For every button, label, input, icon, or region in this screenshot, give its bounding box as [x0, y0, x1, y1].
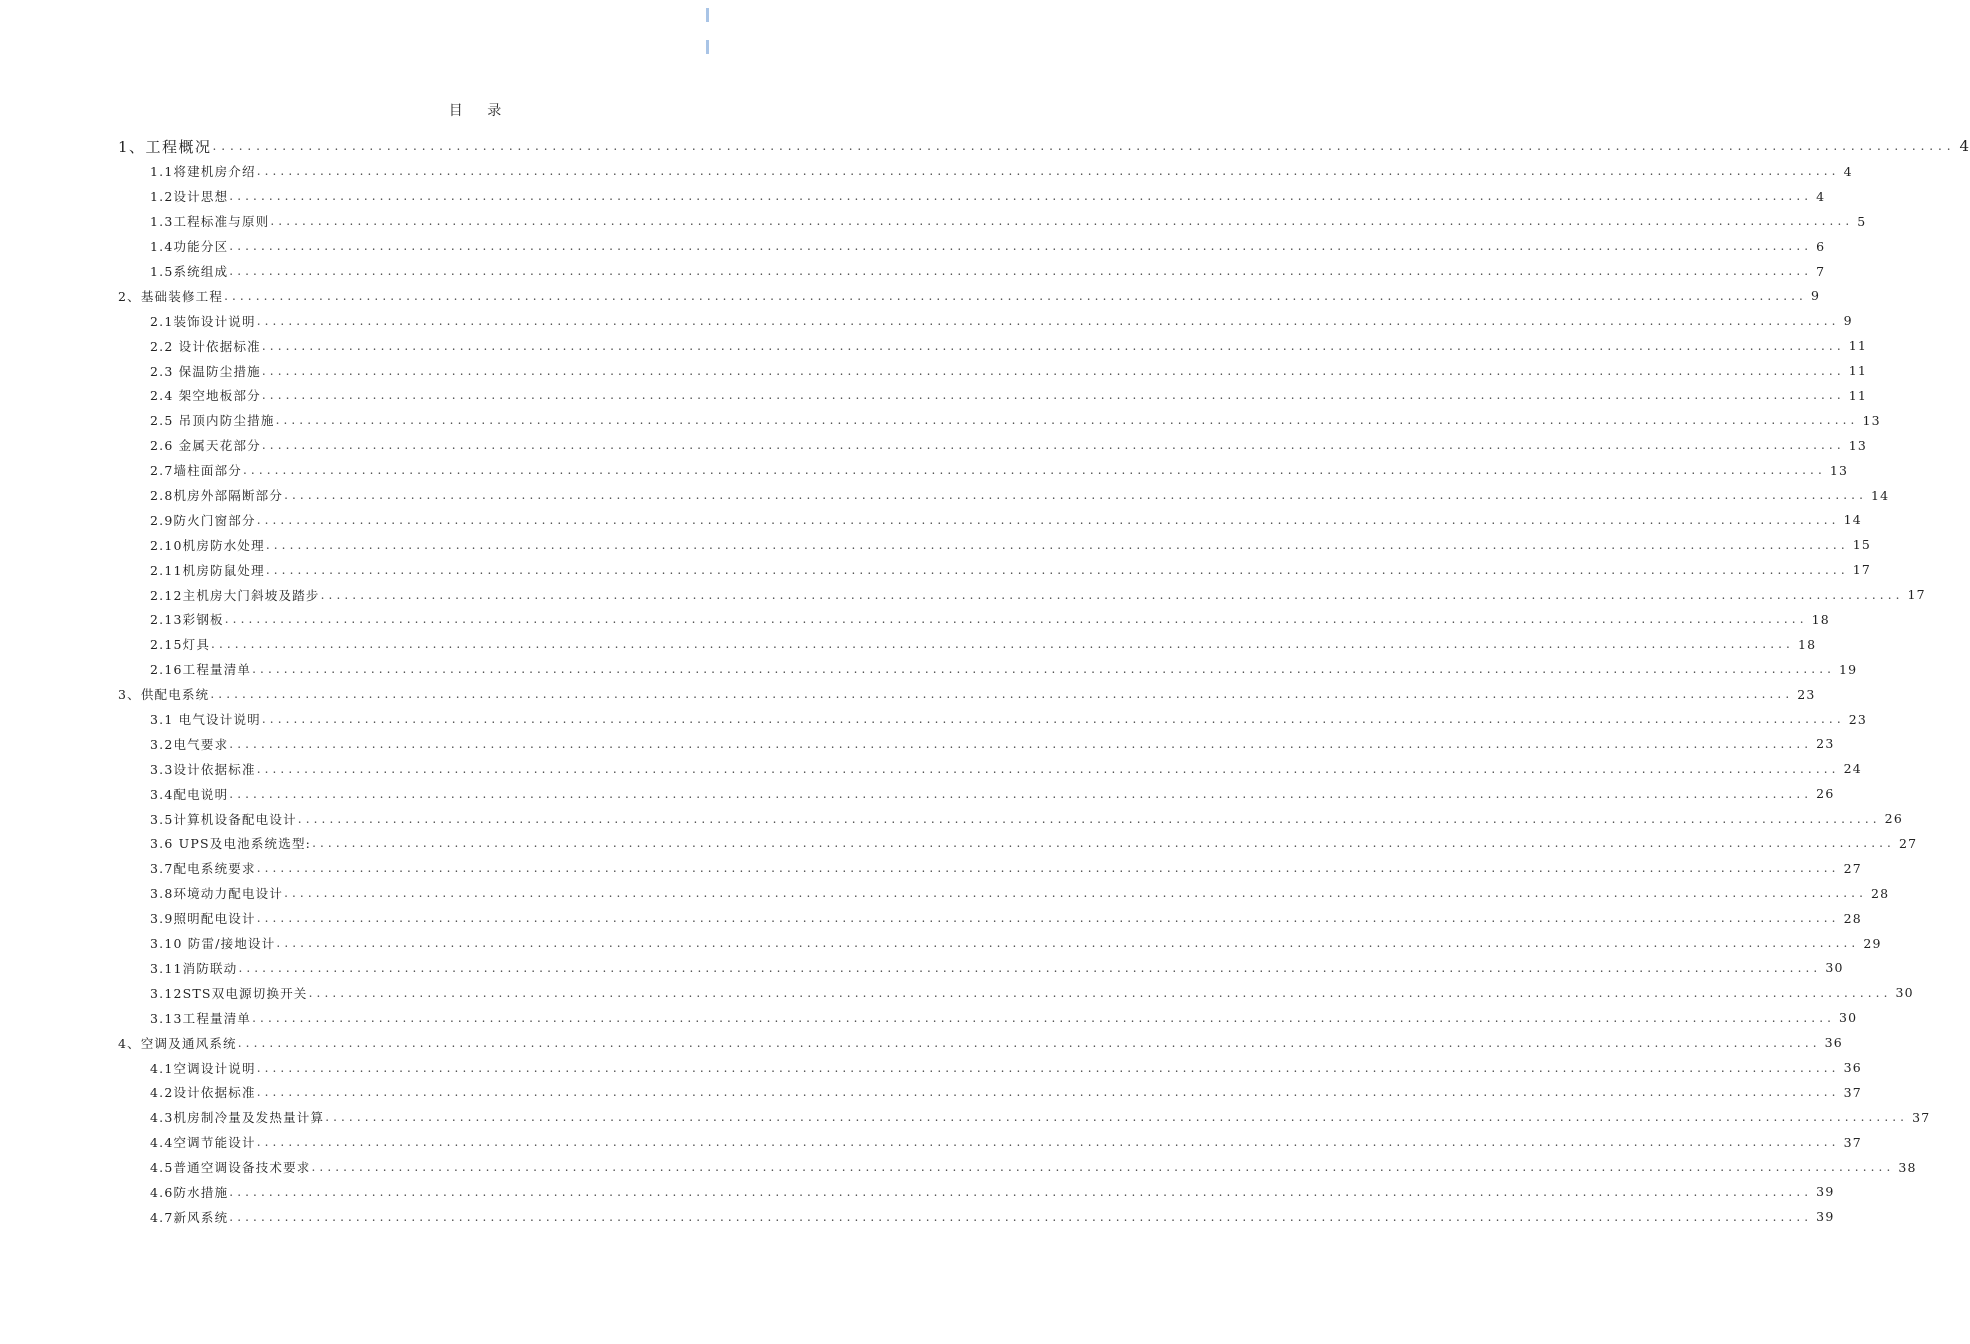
- toc-entry[interactable]: [0, 632, 1817, 657]
- toc-dot-leader: ........................................................................................................................................................................................................: [229, 1209, 1813, 1224]
- toc-dot-leader: ........................................................................................................................................................................................................: [275, 413, 1859, 428]
- toc-entry-label: 2.12主机房大门斜坡及踏步: [150, 587, 320, 603]
- toc-dot-leader: ........................................................................................................................................................................................................: [238, 960, 1822, 975]
- toc-entry-page: 29: [1863, 935, 1882, 951]
- toc-entry-page: 14: [1843, 512, 1862, 528]
- toc-entry-page: 13: [1862, 412, 1881, 428]
- toc-entry-page: 37: [1843, 1134, 1862, 1150]
- toc-dot-leader: ........................................................................................................................................................................................................: [261, 438, 1845, 453]
- toc-dot-leader: ........................................................................................................................................................................................................: [229, 264, 1813, 278]
- toc-dot-leader: ........................................................................................................................................................................................................: [325, 1110, 1909, 1125]
- toc-entry-label: 4.1空调设计说明: [150, 1060, 256, 1076]
- toc-entry-page: 39: [1816, 1209, 1835, 1225]
- toc-dot-leader: ........................................................................................................................................................................................................: [211, 637, 1794, 652]
- toc-entry-label: 3.4配电说明: [150, 786, 229, 802]
- toc-entry-label: 3.1 电气设计说明: [150, 712, 261, 728]
- toc-dot-leader: ........................................................................................................................................................................................................: [261, 388, 1845, 403]
- toc-entry[interactable]: [0, 283, 1821, 308]
- toc-entry-label: 1.4功能分区: [150, 239, 229, 255]
- toc-entry-label: 3.10 防雷/接地设计: [150, 936, 276, 952]
- toc-entry-page: 6: [1816, 238, 1826, 254]
- toc-dot-leader: ........................................................................................................................................................................................................: [256, 761, 1840, 776]
- toc-entry-page: 4: [1959, 137, 1970, 155]
- toc-entry[interactable]: [0, 1005, 1858, 1030]
- toc-dot-leader: ........................................................................................................................................................................................................: [311, 1160, 1895, 1175]
- toc-entry[interactable]: [0, 682, 1816, 707]
- toc-entry[interactable]: [0, 707, 1868, 732]
- toc-entry[interactable]: [0, 1204, 1835, 1229]
- toc-entry[interactable]: [0, 1130, 1862, 1155]
- toc-dot-leader: ........................................................................................................................................................................................................: [212, 139, 1956, 153]
- toc-entry-label: 2.6 金属天花部分: [150, 438, 261, 454]
- toc-dot-leader: ........................................................................................................................................................................................................: [261, 338, 1845, 353]
- toc-entry[interactable]: [0, 507, 1862, 532]
- toc-entry-page: 7: [1816, 263, 1826, 279]
- toc-entry[interactable]: [0, 607, 1830, 632]
- toc-dot-leader: ........................................................................................................................................................................................................: [237, 1035, 1821, 1050]
- toc-entry[interactable]: [0, 831, 1918, 856]
- toc-entry[interactable]: [0, 433, 1868, 458]
- toc-entry-page: 27: [1898, 835, 1918, 851]
- toc-entry-page: 11: [1848, 363, 1868, 379]
- toc-entry-page: 30: [1825, 960, 1844, 976]
- toc-dot-leader: ........................................................................................................................................................................................................: [256, 1060, 1840, 1075]
- toc-entry-page: 39: [1816, 1184, 1835, 1200]
- toc-entry-label: 3、供配电系统: [118, 687, 210, 703]
- toc-entry[interactable]: [0, 557, 1872, 582]
- toc-dot-leader: ........................................................................................................................................................................................................: [256, 911, 1840, 926]
- toc-entry[interactable]: [0, 1030, 1843, 1055]
- toc-dot-leader: ........................................................................................................................................................................................................: [229, 189, 1813, 204]
- toc-entry-page: 28: [1870, 885, 1890, 901]
- toc-entry-label: 4.7新风系统: [150, 1209, 229, 1225]
- toc-dot-leader: ........................................................................................................................................................................................................: [261, 712, 1845, 727]
- toc-entry[interactable]: [0, 483, 1890, 508]
- toc-entry-page: 13: [1848, 437, 1868, 453]
- toc-dot-leader: ........................................................................................................................................................................................................: [256, 512, 1840, 527]
- toc-entry[interactable]: [0, 333, 1868, 358]
- toc-entry-page: 13: [1829, 462, 1849, 478]
- toc-dot-leader: ........................................................................................................................................................................................................: [256, 164, 1840, 179]
- toc-dot-leader: ........................................................................................................................................................................................................: [270, 214, 1854, 229]
- toc-entry-label: 4、空调及通风系统: [118, 1035, 237, 1051]
- toc-entry-page: 9: [1810, 288, 1821, 304]
- toc-dot-leader: ........................................................................................................................................................................................................: [284, 886, 1867, 901]
- toc-entry-label: 2.7墙柱面部分: [150, 463, 242, 479]
- toc-entry[interactable]: [0, 906, 1862, 931]
- toc-entry-page: 36: [1843, 1060, 1862, 1075]
- toc-dot-leader: ........................................................................................................................................................................................................: [256, 1135, 1840, 1150]
- toc-entry-page: 18: [1811, 611, 1830, 627]
- toc-entry-page: 27: [1843, 860, 1862, 876]
- toc-dot-leader: ........................................................................................................................................................................................................: [265, 562, 1849, 577]
- toc-entry-label: 4.6防水措施: [150, 1184, 229, 1200]
- toc-entry-page: 30: [1839, 1010, 1858, 1026]
- toc-entry-label: 2.13彩钢板: [150, 612, 224, 628]
- toc-entry-page: 4: [1816, 188, 1826, 204]
- toc-entry-page: 30: [1895, 985, 1914, 1001]
- toc-entry[interactable]: [0, 931, 1882, 956]
- toc-dot-leader: ........................................................................................................................................................................................................: [256, 861, 1840, 876]
- toc-entry[interactable]: [0, 1080, 1862, 1105]
- toc-title: 目 录: [448, 103, 512, 119]
- toc-entry-page: 36: [1824, 1035, 1843, 1051]
- toc-dot-leader: ........................................................................................................................................................................................................: [229, 239, 1813, 254]
- toc-entry[interactable]: [0, 856, 1862, 881]
- toc-entry-label: 3.3设计依据标准: [150, 761, 256, 777]
- toc-dot-leader: ........................................................................................................................................................................................................: [261, 363, 1845, 378]
- page-corner-mark: [706, 8, 709, 22]
- page-corner-mark: [706, 40, 709, 54]
- toc-entry-label: 2.2 设计依据标准: [150, 338, 261, 354]
- toc-entry-label: 1.1将建机房介绍: [150, 164, 256, 180]
- toc-entry[interactable]: [0, 358, 1868, 383]
- toc-entry-label: 3.8环境动力配电设计: [150, 886, 284, 902]
- toc-entry-label: 1.3工程标准与原则: [150, 214, 270, 230]
- toc-entry-page: 9: [1843, 313, 1853, 329]
- toc-entry-label: 3.13工程量清单: [150, 1010, 252, 1026]
- toc-entry-page: 23: [1816, 736, 1835, 752]
- toc-entry-label: 3.9照明配电设计: [150, 911, 256, 927]
- toc-entry[interactable]: [0, 159, 1853, 184]
- toc-dot-leader: ........................................................................................................................................................................................................: [265, 537, 1849, 552]
- toc-entry-page: 17: [1907, 587, 1926, 603]
- toc-entry-label: 4.2设计依据标准: [150, 1085, 256, 1101]
- toc-entry-page: 26: [1816, 786, 1835, 802]
- toc-entry-label: 3.5计算机设备配电设计: [150, 811, 297, 827]
- toc-entry-page: 37: [1912, 1109, 1931, 1125]
- toc-entry[interactable]: [0, 133, 1970, 159]
- toc-entry[interactable]: [0, 781, 1835, 806]
- toc-dot-leader: ........................................................................................................................................................................................................: [308, 985, 1892, 1000]
- toc-entry-label: 2、基础装修工程: [118, 288, 224, 304]
- toc-entry[interactable]: [0, 657, 1858, 682]
- toc-entry[interactable]: [0, 532, 1872, 557]
- toc-entry[interactable]: [0, 1180, 1835, 1205]
- toc-entry-label: 3.12STS双电源切换开关: [150, 985, 308, 1001]
- toc-entry-label: 4.4空调节能设计: [150, 1135, 256, 1151]
- toc-entry-page: 26: [1884, 811, 1903, 827]
- toc-entry-label: 3.7配电系统要求: [150, 861, 256, 877]
- toc-entry-page: 28: [1843, 910, 1862, 926]
- toc-entry[interactable]: [0, 383, 1868, 408]
- toc-entry-page: 11: [1848, 338, 1868, 354]
- toc-entry-label: 2.8机房外部隔断部分: [150, 488, 284, 504]
- toc-entry-label: 2.16工程量清单: [150, 662, 252, 678]
- toc-dot-leader: ........................................................................................................................................................................................................: [224, 288, 1807, 303]
- toc-entry-label: 3.6 UPS及电池系统选型:: [150, 836, 312, 852]
- toc-entry-label: 1、工程概况: [118, 137, 212, 156]
- toc-entry-label: 2.11机房防鼠处理: [150, 562, 265, 578]
- toc-entry-label: 2.4 架空地板部分: [150, 388, 261, 404]
- toc-entry-label: 4.3机房制冷量及发热量计算: [150, 1110, 325, 1126]
- toc-dot-leader: ........................................................................................................................................................................................................: [229, 786, 1813, 801]
- toc-entry-label: 2.3 保温防尘措施: [150, 363, 261, 379]
- toc-entry-label: 2.5 吊顶内防尘措施: [150, 413, 275, 429]
- toc-entry-label: 1.5系统组成: [150, 264, 229, 279]
- toc-entry[interactable]: [0, 731, 1835, 756]
- toc-entry-label: 4.5普通空调设备技术要求: [150, 1160, 311, 1176]
- toc-dot-leader: ........................................................................................................................................................................................................: [229, 736, 1813, 751]
- toc-dot-leader: ........................................................................................................................................................................................................: [252, 1010, 1836, 1025]
- toc-dot-leader: ........................................................................................................................................................................................................: [252, 662, 1836, 677]
- toc-entry[interactable]: [0, 956, 1844, 981]
- toc-dot-leader: ........................................................................................................................................................................................................: [229, 1184, 1813, 1199]
- toc-entry[interactable]: [0, 308, 1853, 333]
- toc-entry-page: 23: [1848, 711, 1868, 727]
- table-of-contents: [0, 133, 1970, 1229]
- toc-entry-page: 18: [1797, 636, 1817, 652]
- toc-entry-page: 19: [1839, 661, 1858, 677]
- toc-entry[interactable]: [0, 756, 1862, 781]
- toc-entry[interactable]: [0, 259, 1826, 284]
- toc-entry[interactable]: [0, 881, 1890, 906]
- toc-entry-page: 14: [1870, 487, 1890, 503]
- toc-entry-page: 4: [1843, 163, 1853, 179]
- toc-entry[interactable]: [0, 184, 1826, 209]
- toc-entry[interactable]: [0, 458, 1849, 483]
- toc-entry-page: 23: [1797, 686, 1816, 702]
- toc-entry-label: 2.15灯具: [150, 637, 211, 653]
- toc-entry[interactable]: [0, 980, 1914, 1005]
- toc-dot-leader: ........................................................................................................................................................................................................: [320, 587, 1904, 602]
- toc-dot-leader: ........................................................................................................................................................................................................: [210, 687, 1794, 702]
- toc-entry[interactable]: [0, 582, 1926, 607]
- toc-dot-leader: ........................................................................................................................................................................................................: [224, 612, 1808, 627]
- toc-dot-leader: ........................................................................................................................................................................................................: [284, 488, 1867, 503]
- toc-entry-page: 15: [1852, 537, 1872, 553]
- toc-entry-label: 2.10机房防水处理: [150, 537, 265, 553]
- toc-dot-leader: ........................................................................................................................................................................................................: [256, 1085, 1840, 1100]
- toc-dot-leader: ........................................................................................................................................................................................................: [276, 936, 1860, 951]
- toc-dot-leader: ........................................................................................................................................................................................................: [242, 463, 1826, 478]
- toc-entry-label: 2.9防火门窗部分: [150, 512, 256, 528]
- toc-entry-page: 37: [1843, 1084, 1862, 1100]
- toc-entry-label: 3.2电气要求: [150, 736, 229, 752]
- toc-entry-label: 3.11消防联动: [150, 960, 238, 976]
- toc-entry-page: 5: [1857, 213, 1867, 229]
- toc-dot-leader: ........................................................................................................................................................................................................: [256, 313, 1840, 328]
- toc-dot-leader: ........................................................................................................................................................................................................: [312, 836, 1895, 851]
- toc-entry-page: 11: [1848, 387, 1868, 403]
- toc-entry[interactable]: [0, 1155, 1917, 1180]
- toc-entry[interactable]: [0, 408, 1881, 433]
- toc-entry-label: 2.1装饰设计说明: [150, 313, 256, 329]
- toc-entry-page: 24: [1843, 761, 1862, 777]
- toc-entry[interactable]: [0, 209, 1867, 234]
- toc-entry-label: 1.2设计思想: [150, 189, 229, 205]
- toc-entry-page: 38: [1898, 1159, 1917, 1175]
- toc-entry-page: 17: [1852, 562, 1872, 578]
- toc-dot-leader: ........................................................................................................................................................................................................: [297, 811, 1881, 826]
- toc-entry[interactable]: [0, 806, 1903, 831]
- toc-entry[interactable]: [0, 234, 1826, 259]
- toc-entry[interactable]: [0, 1105, 1931, 1130]
- toc-entry[interactable]: [0, 1055, 1862, 1080]
